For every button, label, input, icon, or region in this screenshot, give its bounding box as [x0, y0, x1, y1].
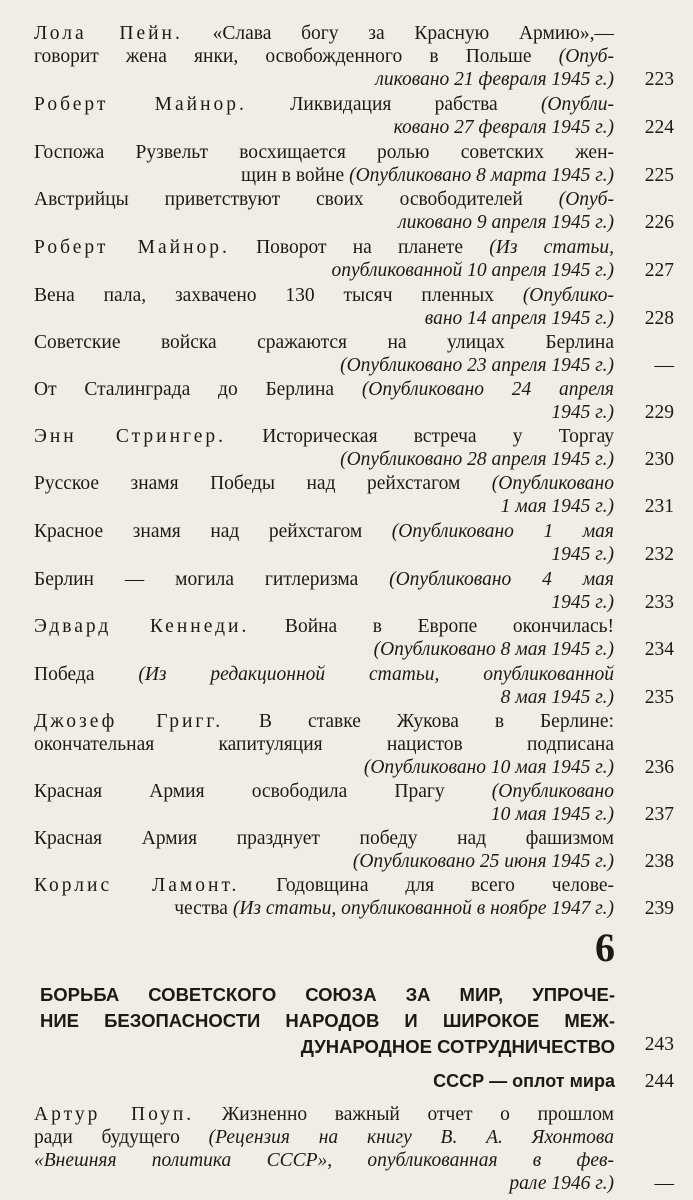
- entry-title: Австрийцы приветствуют своих освободителей: [34, 189, 559, 210]
- entry-line: [34, 93, 614, 116]
- entry-line: [34, 68, 614, 91]
- entry-author: Энн Стрингер.: [34, 426, 227, 447]
- entry-line: [34, 1126, 614, 1149]
- entry-title: Поворот на планете: [229, 237, 490, 258]
- toc-entry: [34, 1103, 614, 1195]
- entry-publication: (Опубли-: [540, 94, 614, 115]
- entry-publication: опубликованной 10 апреля 1945 г.): [331, 260, 614, 281]
- entry-title: ради будущего: [34, 1127, 209, 1148]
- entry-title: Война в Европе окончилась!: [249, 616, 614, 637]
- entry-publication: рале 1946 г.): [509, 1173, 614, 1194]
- entry-publication: 8 мая 1945 г.): [500, 687, 614, 708]
- entry-publication: (Опубликовано: [491, 473, 614, 494]
- toc-entry: [34, 780, 614, 826]
- entry-publication: 1945 г.): [551, 544, 614, 565]
- entry-page-number: 234: [644, 639, 674, 660]
- entry-page-number: 229: [644, 402, 674, 423]
- section-number: 6: [595, 925, 615, 970]
- entry-line: [34, 780, 614, 803]
- entry-line: [34, 850, 614, 873]
- entry-line: [34, 827, 614, 850]
- entry-publication: (Опубликовано 28 апреля 1945 г.): [340, 449, 614, 470]
- entry-publication: (Из статьи,: [489, 237, 614, 258]
- entry-publication: 1945 г.): [551, 592, 614, 613]
- toc-entry: [34, 520, 614, 566]
- entry-page-number: 227: [644, 260, 674, 281]
- entry-line: [34, 116, 614, 139]
- entry-publication: (Опуб-: [558, 189, 614, 210]
- entry-line: [34, 874, 614, 897]
- entry-page-number: 232: [644, 544, 674, 565]
- entry-title: Вена пала, захвачено 130 тысяч пленных: [34, 285, 523, 306]
- entry-title: Русское знамя Победы над рейхстагом: [34, 473, 492, 494]
- entry-line: [34, 686, 614, 709]
- entry-page-number: 225: [644, 165, 674, 186]
- entry-publication: (Опубликовано 8 марта 1945 г.): [349, 165, 614, 186]
- entry-line: [34, 259, 614, 282]
- entry-page-number: 237: [644, 804, 674, 825]
- entry-line: [34, 425, 614, 448]
- entry-title: говорит жена янки, освобожденного в Польше: [34, 46, 559, 67]
- entry-line: [34, 22, 614, 45]
- entry-publication: (Опубликовано 10 мая 1945 г.): [363, 757, 614, 778]
- entry-page-number: 238: [644, 851, 674, 872]
- entry-publication: (Опубликовано 23 апреля 1945 г.): [340, 355, 614, 376]
- entry-title: Ликвидация рабства: [246, 94, 541, 115]
- entry-line: [34, 733, 614, 756]
- entry-line: [34, 164, 614, 187]
- entry-line: [34, 331, 614, 354]
- subsection-title: СССР — оплот мира: [433, 1071, 615, 1091]
- entry-publication: ковано 27 февраля 1945 г.): [393, 117, 614, 138]
- entry-title: Берлин — могила гитлеризма: [34, 569, 390, 590]
- section-title-line: НИЕ БЕЗОПАСНОСТИ НАРОДОВ И ШИРОКОЕ МЕЖ-: [40, 1010, 615, 1031]
- entry-publication: 1945 г.): [551, 402, 614, 423]
- entry-title: Красная Армия освободила Прагу: [34, 781, 492, 802]
- entry-title: Советские войска сражаются на улицах Берлина: [34, 332, 614, 353]
- entry-line: [34, 307, 614, 330]
- entry-title: От Сталинграда до Берлина: [34, 379, 362, 400]
- entry-title: Красная Армия празднует победу над фашизмом: [34, 828, 614, 849]
- entry-line: [34, 568, 614, 591]
- toc-entry: [34, 378, 614, 424]
- entry-publication: ликовано 21 февраля 1945 г.): [375, 69, 614, 90]
- entry-author: Лола Пейн.: [34, 23, 183, 44]
- section-title-page: 243: [644, 1034, 674, 1055]
- entry-line: [34, 638, 614, 661]
- entry-title: Жизненно важный отчет о прошлом: [194, 1104, 614, 1125]
- entry-publication: ликовано 9 апреля 1945 г.): [398, 212, 614, 233]
- entry-line: [34, 520, 614, 543]
- entry-line: [34, 141, 614, 164]
- entry-title: щин в войне: [241, 165, 350, 186]
- entry-line: [34, 472, 614, 495]
- entry-page-number: 223: [644, 69, 674, 90]
- toc-entry: [34, 710, 614, 779]
- entry-publication: 1 мая 1945 г.): [500, 496, 614, 517]
- toc-entry: [34, 425, 614, 471]
- entry-title: окончательная капитуляция нацистов подписана: [34, 734, 614, 755]
- subsection-page: 244: [644, 1071, 674, 1092]
- entry-page-number: —: [654, 1173, 674, 1194]
- entry-title: чества: [174, 898, 233, 919]
- entry-publication: вано 14 апреля 1945 г.): [424, 308, 614, 329]
- entry-line: [34, 1103, 614, 1126]
- section-title-line: ДУНАРОДНОЕ СОТРУДНИЧЕСТВО: [300, 1036, 615, 1057]
- entry-author: Джозеф Григг.: [34, 711, 224, 732]
- entry-line: [34, 211, 614, 234]
- entry-title: В ставке Жукова в Берлине:: [223, 711, 614, 732]
- entry-author: Корлис Ламонт.: [34, 875, 240, 896]
- entry-line: [34, 495, 614, 518]
- entry-line: [34, 236, 614, 259]
- toc-entry: [34, 472, 614, 518]
- toc-entry: [34, 827, 614, 873]
- entry-publication: (Опубликовано: [491, 781, 614, 802]
- entry-line: [34, 1172, 614, 1195]
- entry-page-number: 228: [644, 308, 674, 329]
- entry-page-number: 231: [644, 496, 674, 517]
- entry-publication: (Опубликовано 1 мая: [391, 521, 614, 542]
- entry-publication: (Рецензия на книгу В. А. Яхонтова: [208, 1127, 614, 1148]
- entry-publication: (Из статьи, опубликованной в ноябре 1947 г.): [232, 898, 614, 919]
- toc-entry: [34, 663, 614, 709]
- entry-publication: (Опубликовано 8 мая 1945 г.): [373, 639, 614, 660]
- entry-page-number: 230: [644, 449, 674, 470]
- entry-page-number: —: [654, 355, 674, 376]
- entry-page-number: 233: [644, 592, 674, 613]
- entry-publication: (Опубликовано 4 мая: [389, 569, 614, 590]
- entry-publication: (Опублико-: [522, 285, 614, 306]
- section-title-line: БОРЬБА СОВЕТСКОГО СОЮЗА ЗА МИР, УПРОЧЕ-: [40, 984, 615, 1005]
- entry-publication: (Опубликовано 24 апреля: [361, 379, 614, 400]
- toc-entry: [34, 284, 614, 330]
- entry-line: [34, 543, 614, 566]
- entry-title: Красное знамя над рейхстагом: [34, 521, 392, 542]
- entry-line: [34, 378, 614, 401]
- toc-entry: [34, 615, 614, 661]
- entry-title: Победа: [34, 664, 139, 685]
- entry-line: [34, 591, 614, 614]
- toc-entry: [34, 236, 614, 282]
- entry-author: Роберт Майнор.: [34, 237, 230, 258]
- entry-line: [34, 448, 614, 471]
- entry-line: [34, 284, 614, 307]
- section-title: [40, 982, 615, 1060]
- entry-publication: 10 мая 1945 г.): [490, 804, 614, 825]
- toc-entry: [34, 331, 614, 377]
- toc-entry: [34, 22, 614, 91]
- toc-entry: [34, 141, 614, 187]
- toc-entry: [34, 93, 614, 139]
- toc-entry: [34, 874, 614, 920]
- entry-line: [34, 710, 614, 733]
- entry-line: [34, 1149, 614, 1172]
- entry-line: [34, 897, 614, 920]
- entry-line: [34, 756, 614, 779]
- entry-page-number: 224: [644, 117, 674, 138]
- toc-entry: [34, 188, 614, 234]
- entry-line: [34, 663, 614, 686]
- entry-line: [34, 188, 614, 211]
- entry-line: [34, 803, 614, 826]
- entry-page-number: 226: [644, 212, 674, 233]
- entry-line: [34, 354, 614, 377]
- entry-author: Эдвард Кеннеди.: [34, 616, 250, 637]
- entry-publication: (Из редакционной статьи, опубликованной: [138, 664, 614, 685]
- entry-page-number: 239: [644, 898, 674, 919]
- entry-line: [34, 615, 614, 638]
- toc-entry: [34, 568, 614, 614]
- entry-title: Историческая встреча у Торгау: [226, 426, 614, 447]
- entry-publication: (Опуб-: [558, 46, 614, 67]
- entry-publication: (Опубликовано 25 июня 1945 г.): [352, 851, 614, 872]
- entry-title: Госпожа Рузвельт восхищается ролью советских жен-: [34, 142, 614, 163]
- entry-page-number: 236: [644, 757, 674, 778]
- entry-author: Артур Поуп.: [34, 1104, 195, 1125]
- entry-line: [34, 401, 614, 424]
- entry-author: Роберт Майнор.: [34, 94, 247, 115]
- entry-line: [34, 45, 614, 68]
- entry-page-number: 235: [644, 687, 674, 708]
- entry-title: «Слава богу за Красную Армию»,—: [182, 23, 614, 44]
- entry-publication: «Внешняя политика СССР», опубликованная в фев-: [34, 1150, 614, 1171]
- entry-title: Годовщина для всего челове-: [239, 875, 614, 896]
